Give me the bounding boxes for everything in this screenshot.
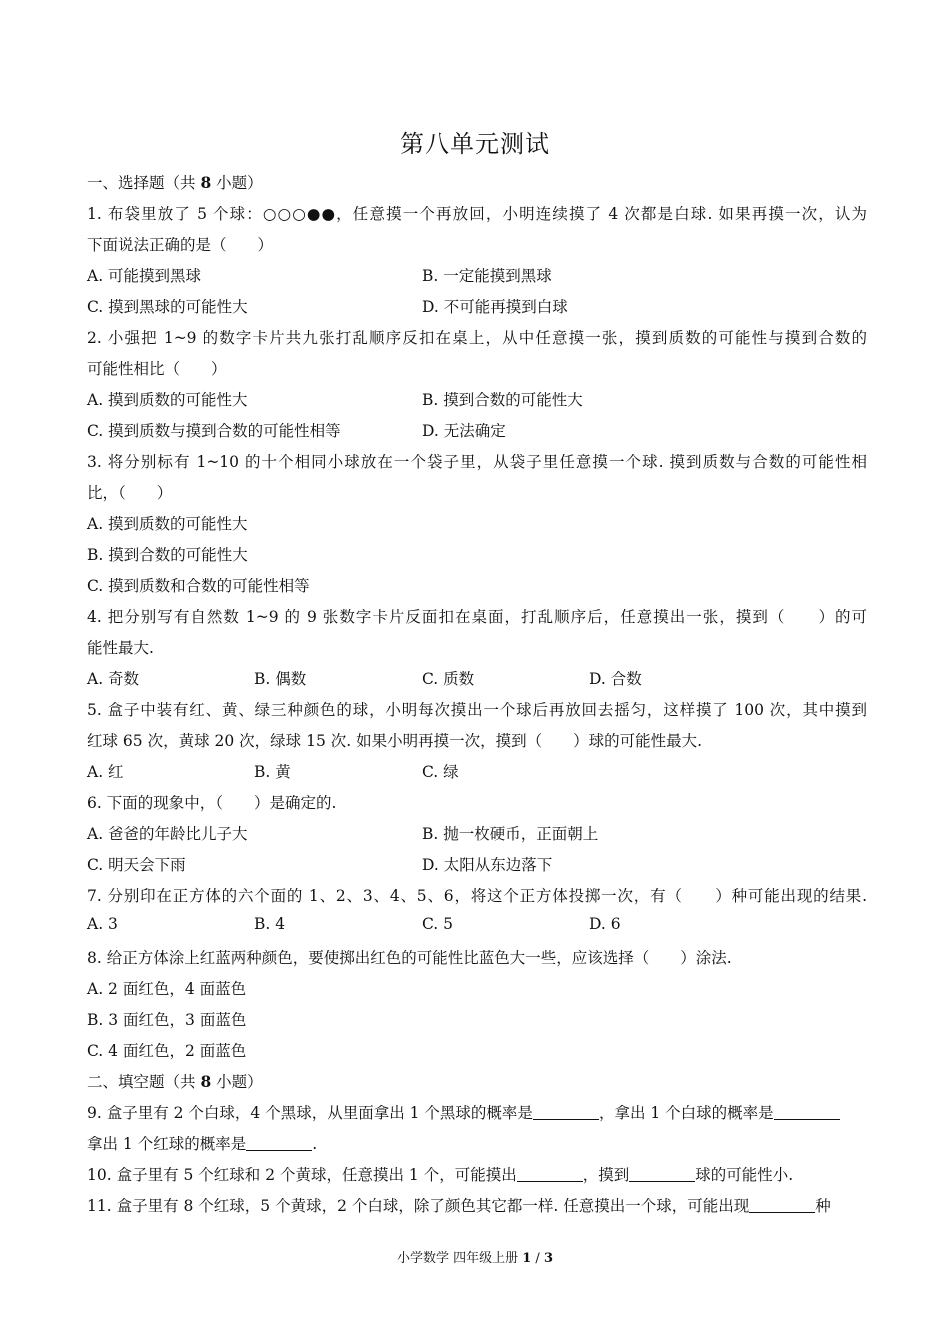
question-5-line-1: 5. 盒子中装有红、黄、绿三种颜色的球，小明每次摸出一个球后再放回去摇匀，这样摸了 100 次，其中摸到 (87, 701, 867, 719)
section-count: 8 (200, 173, 212, 192)
q9-text-1: 9. 盒子里有 2 个白球，4 个黑球，从里面拿出 1 个黑球的概率是 (87, 1104, 533, 1122)
question-4-line-2: 能性最大. (87, 639, 154, 657)
q8-option-b: B. 3 面红色，3 面蓝色 (87, 1011, 247, 1029)
answer-blank[interactable] (533, 1105, 599, 1120)
q11-text-1: 11. 盒子里有 8 个红球，5 个黄球，2 个白球，除了颜色其它都一样. 任意摸出一个球，可能出现 (87, 1197, 750, 1215)
section-count: 8 (200, 1072, 212, 1091)
q11-text-2: 种 (815, 1197, 831, 1215)
q6-option-a: A. 爸爸的年龄比儿子大 (87, 825, 248, 843)
q4-option-c: C. 质数 (422, 670, 475, 688)
question-2-line-2: 可能性相比（ ） (87, 360, 227, 378)
answer-blank[interactable] (749, 1198, 815, 1213)
footer-page-number: 1 (522, 1251, 532, 1266)
q3-option-b: B. 摸到合数的可能性大 (87, 546, 248, 564)
answer-blank[interactable] (517, 1167, 583, 1182)
q2-option-c: C. 摸到质数与摸到合数的可能性相等 (87, 422, 341, 440)
section-prefix: 二、填空题（共 (87, 1073, 201, 1091)
q7-option-c: C. 5 (422, 915, 454, 933)
q8-option-c: C. 4 面红色，2 面蓝色 (87, 1042, 247, 1060)
q9-text-2: ，拿出 1 个白球的概率是 (598, 1104, 774, 1122)
question-6-line-1: 6. 下面的现象中，（ ）是确定的. (87, 794, 337, 812)
question-1-line-1: 1. 布袋里放了 5 个球：○○○●●，任意摸一个再放回，小明连续摸了 4 次都是白球. 如果再摸一次，认为 (87, 205, 867, 223)
question-2-line-1: 2. 小强把 1~9 的数字卡片共九张打乱顺序反扣在桌上，从中任意摸一张，摸到质数的可能性与摸到合数的 (87, 329, 867, 347)
q1-option-d: D. 不可能再摸到白球 (422, 298, 568, 316)
question-5-line-2: 红球 65 次，黄球 20 次，绿球 15 次. 如果小明再摸一次，摸到（ ）球的可能性最大. (87, 732, 703, 750)
answer-blank[interactable] (774, 1105, 840, 1120)
q10-text-2: ，摸到 (582, 1166, 630, 1184)
section-heading-fill (87, 1070, 867, 1092)
section-suffix: 小题） (211, 174, 263, 192)
question-8-line-1: 8. 给正方体涂上红蓝两种颜色，要使掷出红色的可能性比蓝色大一些，应该选择（ ）涂法. (87, 949, 732, 967)
q10-text-3: 球的可能性小. (695, 1166, 794, 1184)
q1-option-a: A. 可能摸到黑球 (87, 267, 202, 285)
q1-option-b: B. 一定能摸到黑球 (422, 267, 552, 285)
question-9-line-2 (87, 1132, 867, 1154)
question-11-line-1 (87, 1194, 867, 1216)
footer-subject: 小学数学 四年级上册 (396, 1251, 523, 1266)
page-footer (0, 1247, 950, 1266)
q3-option-c: C. 摸到质数和合数的可能性相等 (87, 577, 310, 595)
q6-option-c: C. 明天会下雨 (87, 856, 186, 874)
section-prefix: 一、选择题（共 (87, 174, 201, 192)
q5-option-a: A. 红 (87, 763, 124, 781)
q5-option-b: B. 黄 (254, 763, 291, 781)
answer-blank[interactable] (629, 1167, 695, 1182)
question-7-line-1: 7. 分别印在正方体的六个面的 1、2、3、4、5、6，将这个正方体投掷一次，有（ ）种可能出现的结果. (87, 887, 867, 905)
question-1-line-2: 下面说法正确的是（ ） (87, 236, 274, 254)
q7-option-a: A. 3 (87, 915, 118, 933)
q4-option-b: B. 偶数 (254, 670, 307, 688)
page-title: 第八单元测试 (400, 130, 550, 158)
footer-page-total: 3 (543, 1251, 553, 1266)
q7-option-b: B. 4 (254, 915, 286, 933)
section-suffix: 小题） (211, 1073, 263, 1091)
footer-separator: / (531, 1251, 544, 1266)
section-heading-choice (87, 171, 867, 193)
q4-option-a: A. 奇数 (87, 670, 140, 688)
q7-option-d: D. 6 (589, 915, 621, 933)
q2-option-d: D. 无法确定 (422, 422, 506, 440)
question-4-line-1: 4. 把分别写有自然数 1~9 的 9 张数字卡片反面扣在桌面，打乱顺序后，任意摸出一张，摸到（ ）的可 (87, 608, 867, 626)
q9-text-3: 拿出 1 个红球的概率是 (87, 1135, 247, 1153)
question-10-line-1 (87, 1163, 867, 1185)
q1-option-c: C. 摸到黑球的可能性大 (87, 298, 248, 316)
q9-text-4: . (312, 1135, 318, 1153)
q5-option-c: C. 绿 (422, 763, 459, 781)
q4-option-d: D. 合数 (589, 670, 642, 688)
q6-option-b: B. 抛一枚硬币，正面朝上 (422, 825, 599, 843)
question-3-line-1: 3. 将分别标有 1~10 的十个相同小球放在一个袋子里，从袋子里任意摸一个球. 摸到质数与合数的可能性相 (87, 453, 867, 471)
answer-blank[interactable] (246, 1136, 312, 1151)
q6-option-d: D. 太阳从东边落下 (422, 856, 553, 874)
q8-option-a: A. 2 面红色，4 面蓝色 (87, 980, 247, 998)
question-3-line-2: 比，（ ） (87, 484, 173, 502)
question-9-line-1 (87, 1101, 867, 1123)
q3-option-a: A. 摸到质数的可能性大 (87, 515, 248, 533)
q2-option-b: B. 摸到合数的可能性大 (422, 391, 583, 409)
q2-option-a: A. 摸到质数的可能性大 (87, 391, 248, 409)
q10-text-1: 10. 盒子里有 5 个红球和 2 个黄球，任意摸出 1 个，可能摸出 (87, 1166, 517, 1184)
